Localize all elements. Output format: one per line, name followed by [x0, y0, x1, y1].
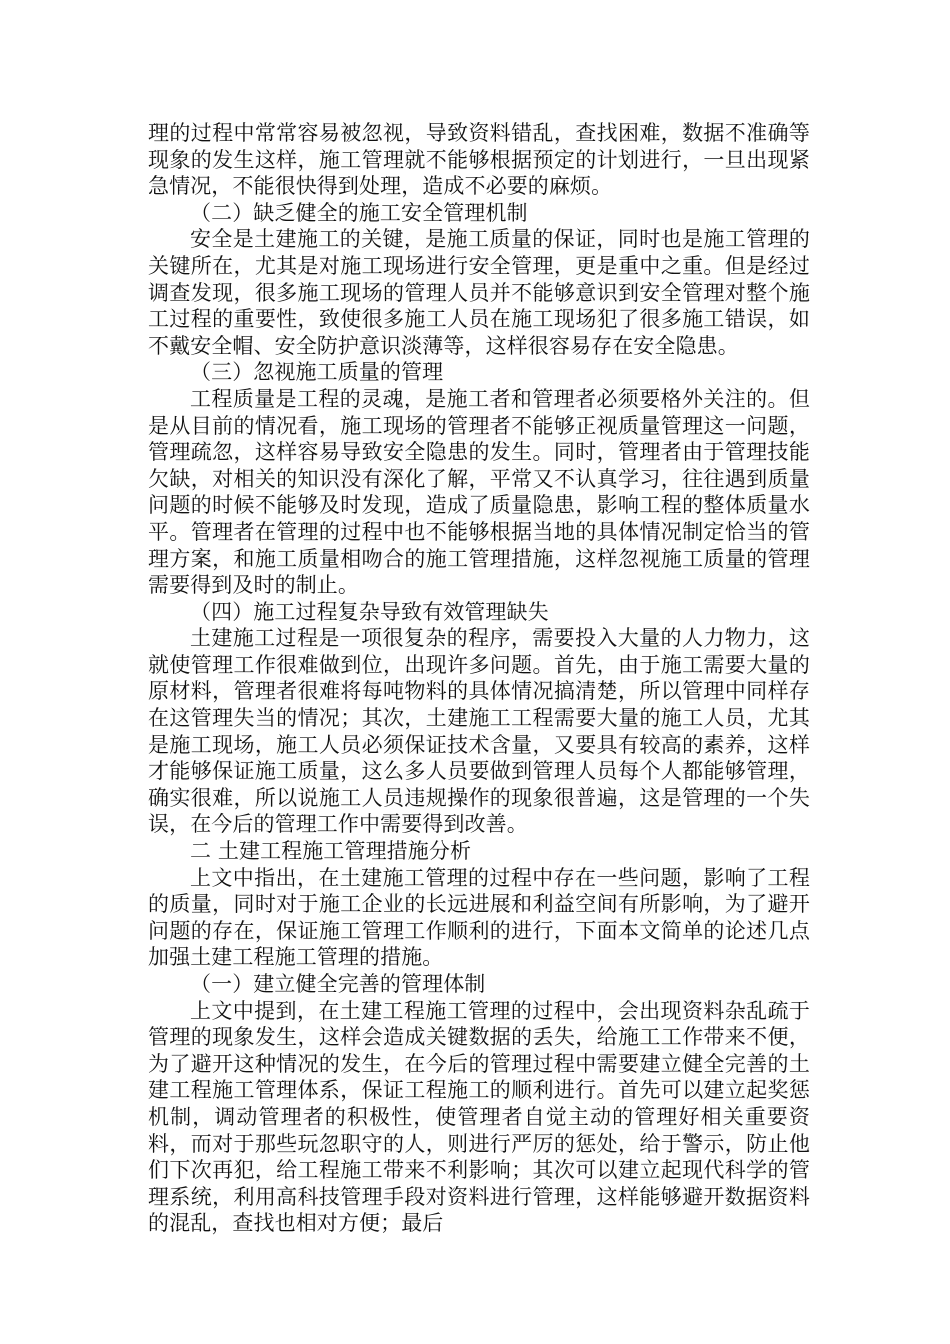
chapter-heading-2: 二 土建工程施工管理措施分析: [190, 839, 472, 864]
section-heading-1: （一）建立健全完善的管理体制: [190, 972, 486, 996]
section-heading-2: （二）缺乏健全的施工安全管理机制: [190, 200, 528, 225]
document-body: [148, 120, 810, 1237]
paragraph: 工程质量是工程的灵魂，是施工者和管理者必须要格外关注的。但是从目前的情况看，施工现场的管理者不能够正视质量管理这一问题，管理疏忽，这样容易导致安全隐患的发生。同时，管理者由于管理技能欠缺，对相关的知识没有深化了解，平常又不认真学习，往往遇到质量问题的时候不能够及时发现，造成了质量隐患，影响工程的整体质量水平。管理者在管理的过程中也不能够根据当地的具体情况制定恰当的管理方案，和施工质量相吻合的施工管理措施，这样忽视施工质量的管理需要得到及时的制止。: [148, 386, 810, 598]
paragraph-continuation: 理的过程中常常容易被忽视，导致资料错乱，查找困难，数据不准确等现象的发生这样，施工管理就不能够根据预定的计划进行，一旦出现紧急情况，不能很快得到处理，造成不必要的麻烦。: [148, 121, 810, 199]
section-heading-3: （三）忽视施工质量的管理: [190, 360, 444, 385]
section-heading-4: （四）施工过程复杂导致有效管理缺失: [190, 599, 549, 624]
paragraph: 上文中提到，在土建工程施工管理的过程中，会出现资料杂乱疏于管理的现象发生，这样会造成关键数据的丢失，给施工工作带来不便，为了避开这种情况的发生，在今后的管理过程中需要建立健全完善的土建工程施工管理体系，保证工程施工的顺利进行。首先可以建立起奖惩机制，调动管理者的积极性，使管理者自觉主动的管理好相关重要资料，而对于那些玩忽职守的人，则进行严厉的惩处，给于警示，防止他们下次再犯，给工程施工带来不利影响；其次可以建立起现代科学的管理系统，利用高科技管理手段对资料进行管理，这样能够避开数据资料的混乱，查找也相对方便；最后: [148, 998, 810, 1236]
paragraph: 土建施工过程是一项很复杂的程序，需要投入大量的人力物力，这就使管理工作很难做到位，出现许多问题。首先，由于施工需要大量的原材料，管理者很难将每吨物料的具体情况搞清楚，所以管理中同样存在这管理失当的情况；其次，土建施工工程需要大量的施工人员，尤其是施工现场，施工人员必须保证技术含量，又要具有较高的素养，这样才能够保证施工质量，这么多人员要做到管理人员每个人都能够管理，确实很难，所以说施工人员违规操作的现象很普遍，这是管理的一个失误，在今后的管理工作中需要得到改善。: [148, 626, 810, 837]
paragraph: 上文中指出，在土建施工管理的过程中存在一些问题，影响了工程的质量，同时对于施工企业的长远进展和利益空间有所影响，为了避开问题的存在，保证施工管理工作顺利的进行，下面本文简单的论述几点加强土建工程施工管理的措施。: [148, 865, 810, 970]
paragraph: 安全是土建施工的关键，是施工质量的保证，同时也是施工管理的关键所在，尤其是对施工现场进行安全管理，更是重中之重。但是经过调查发现，很多施工现场的管理人员并不能够意识到安全管理对整个施工过程的重要性，致使很多施工人员在施工现场犯了很多施工错误，如不戴安全帽、安全防护意识淡薄等，这样很容易存在安全隐患。: [148, 227, 810, 358]
